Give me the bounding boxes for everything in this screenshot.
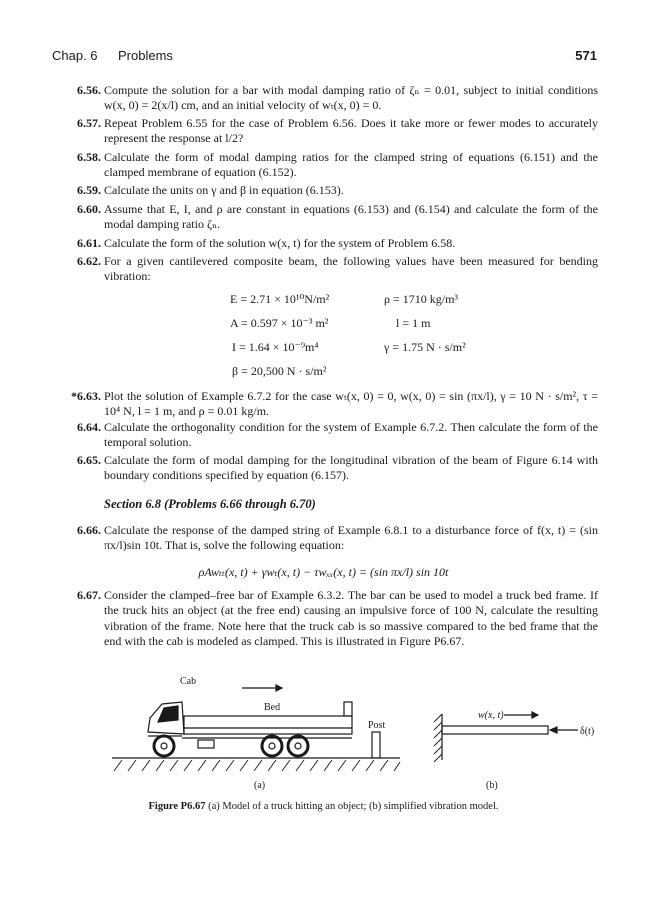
force-arrow-head (550, 727, 557, 733)
label-post: Post (368, 720, 386, 731)
cantilever-diagram (434, 712, 578, 762)
rear-hub-2 (295, 743, 301, 749)
page-number: 571 (575, 48, 597, 63)
section-heading: Section 6.8 (Problems 6.66 through 6.70) (104, 497, 316, 511)
problem-text: Calculate the orthogonality condition for the system of Example 6.7.2. Then calculate the form of the temporal solution. (104, 420, 598, 450)
problem-text: Repeat Problem 6.55 for the case of Problem 6.56. Does it take more or fewer modes to accurately represent the response at l/2? (104, 116, 598, 146)
beam (442, 726, 548, 734)
label-cab: Cab (180, 676, 197, 687)
problem-text: Calculate the form of the solution w(x, t) for the system of Problem 6.58. (104, 236, 456, 250)
problem-number: 6.56. (77, 83, 101, 97)
caption-text: (a) Model of a truck hitting an object; (b) simplified vibration model. (208, 801, 499, 812)
problem-number: 6.66. (77, 523, 101, 537)
problem-6-65 (77, 453, 598, 484)
post (372, 732, 380, 758)
cab-window (158, 706, 178, 722)
problem-number: 6.59. (77, 183, 101, 197)
problem-text: Calculate the form of modal damping ratios for the clamped string of equations (6.151) and the clamped membrane of equation (6.152). (104, 150, 598, 180)
value-gamma: γ = 1.75 N · s/m² (384, 340, 466, 354)
tailgate (344, 702, 352, 716)
value-rho: ρ = 1710 kg/m³ (384, 292, 459, 306)
problem-6-62 (77, 254, 598, 285)
problem-text: Calculate the units on γ and β in equation (6.153). (104, 183, 344, 197)
problem-6-59 (77, 183, 598, 198)
problem-6-64 (77, 420, 598, 451)
problem-6-61 (77, 236, 598, 251)
ground-hatch (114, 760, 400, 771)
problem-number: 6.58. (77, 150, 101, 164)
problem-text: For a given cantilevered composite beam, the following values have been measured for bending vibration: (104, 254, 598, 284)
truck-diagram (112, 685, 400, 771)
fuel-tank (198, 740, 214, 748)
caption-number: Figure P6.67 (148, 801, 206, 812)
motion-arrow-head (276, 685, 282, 691)
value-E: E = 2.71 × 10¹⁰N/m² (230, 292, 330, 306)
value-beta: β = 20,500 N · s/m² (232, 364, 327, 378)
value-A: A = 0.597 × 10⁻³ m² (230, 316, 329, 330)
label-b: (b) (486, 780, 498, 791)
rear-hub-1 (269, 743, 275, 749)
problem-text: Consider the clamped–free bar of Example 6.3.2. The bar can be used to model a truck bed frame. If the truck hits an object (at the free end) causing an impulsive force of 100 N, calculate the resulting vibration of the frame. Note here that the truck cab is so massive compared to the bed frame that the end with the cab is modeled as clamped. This is illustrated in Figure P6.67. (104, 588, 598, 649)
figure-p6-67 (100, 676, 600, 794)
problem-6-60 (77, 202, 598, 233)
problem-6-58 (77, 150, 598, 181)
problem-6-67 (77, 588, 598, 650)
rear-wheel-2 (288, 736, 308, 756)
problem-6-63 (71, 389, 598, 420)
label-delta: δ(t) (580, 726, 595, 737)
problem-number: 6.61. (77, 236, 101, 250)
equation-6-66: ρAwₜₜ(x, t) + γwₜ(x, t) − τwₓₓ(x, t) = (sin πx/l) sin 10t (198, 565, 449, 579)
problem-number: 6.62. (77, 254, 101, 268)
label-a: (a) (254, 780, 266, 791)
problem-text: Calculate the response of the damped string of Example 6.8.1 to a disturbance force of f(x, t) = (sin πx/l)sin 10t. That is, solve the following equation: (104, 523, 598, 553)
w-arrow-head (532, 712, 538, 718)
problem-number: 6.64. (77, 420, 101, 434)
problem-6-57 (77, 116, 598, 147)
truck-bed (184, 716, 352, 734)
problem-6-66 (77, 523, 598, 554)
problem-number: 6.60. (77, 202, 101, 216)
section-label: Problems (118, 48, 173, 63)
label-w: w(x, t) (478, 710, 504, 721)
value-I: I = 1.64 × 10⁻⁹m⁴ (232, 340, 319, 354)
problem-text: Compute the solution for a bar with modal damping ratio of ζₙ = 0.01, subject to initial conditions w(x, 0) = 2(x/l) cm, and an initial velocity of wₜ(x, 0) = 0. (104, 83, 598, 113)
chapter-label: Chap. 6 (52, 48, 98, 63)
label-bed: Bed (264, 702, 281, 713)
front-hub (161, 743, 167, 749)
figure-caption (0, 801, 647, 812)
value-l: l = 1 m (396, 316, 431, 330)
problem-number: *6.63. (71, 389, 101, 403)
problem-number: 6.65. (77, 453, 101, 467)
problem-number: 6.57. (77, 116, 101, 130)
wall-hatch (434, 714, 442, 762)
problem-6-56 (77, 83, 598, 114)
problem-text: Calculate the form of modal damping for the longitudinal vibration of the beam of Figure 6.14 with boundary conditions specified by equation (6.157). (104, 453, 598, 483)
front-wheel (154, 736, 174, 756)
problem-number: 6.67. (77, 588, 101, 602)
problem-text: Assume that E, I, and ρ are constant in equations (6.153) and (6.154) and calculate the form of the modal damping ratio ζₙ. (104, 202, 598, 232)
problem-text: Plot the solution of Example 6.7.2 for the case wₜ(x, 0) = 0, w(x, 0) = sin (πx/l), γ = 10 N · s/m², τ = 10⁴ N, l = 1 m, and ρ = 0.01 kg/m. (104, 389, 598, 419)
rear-wheel-1 (262, 736, 282, 756)
